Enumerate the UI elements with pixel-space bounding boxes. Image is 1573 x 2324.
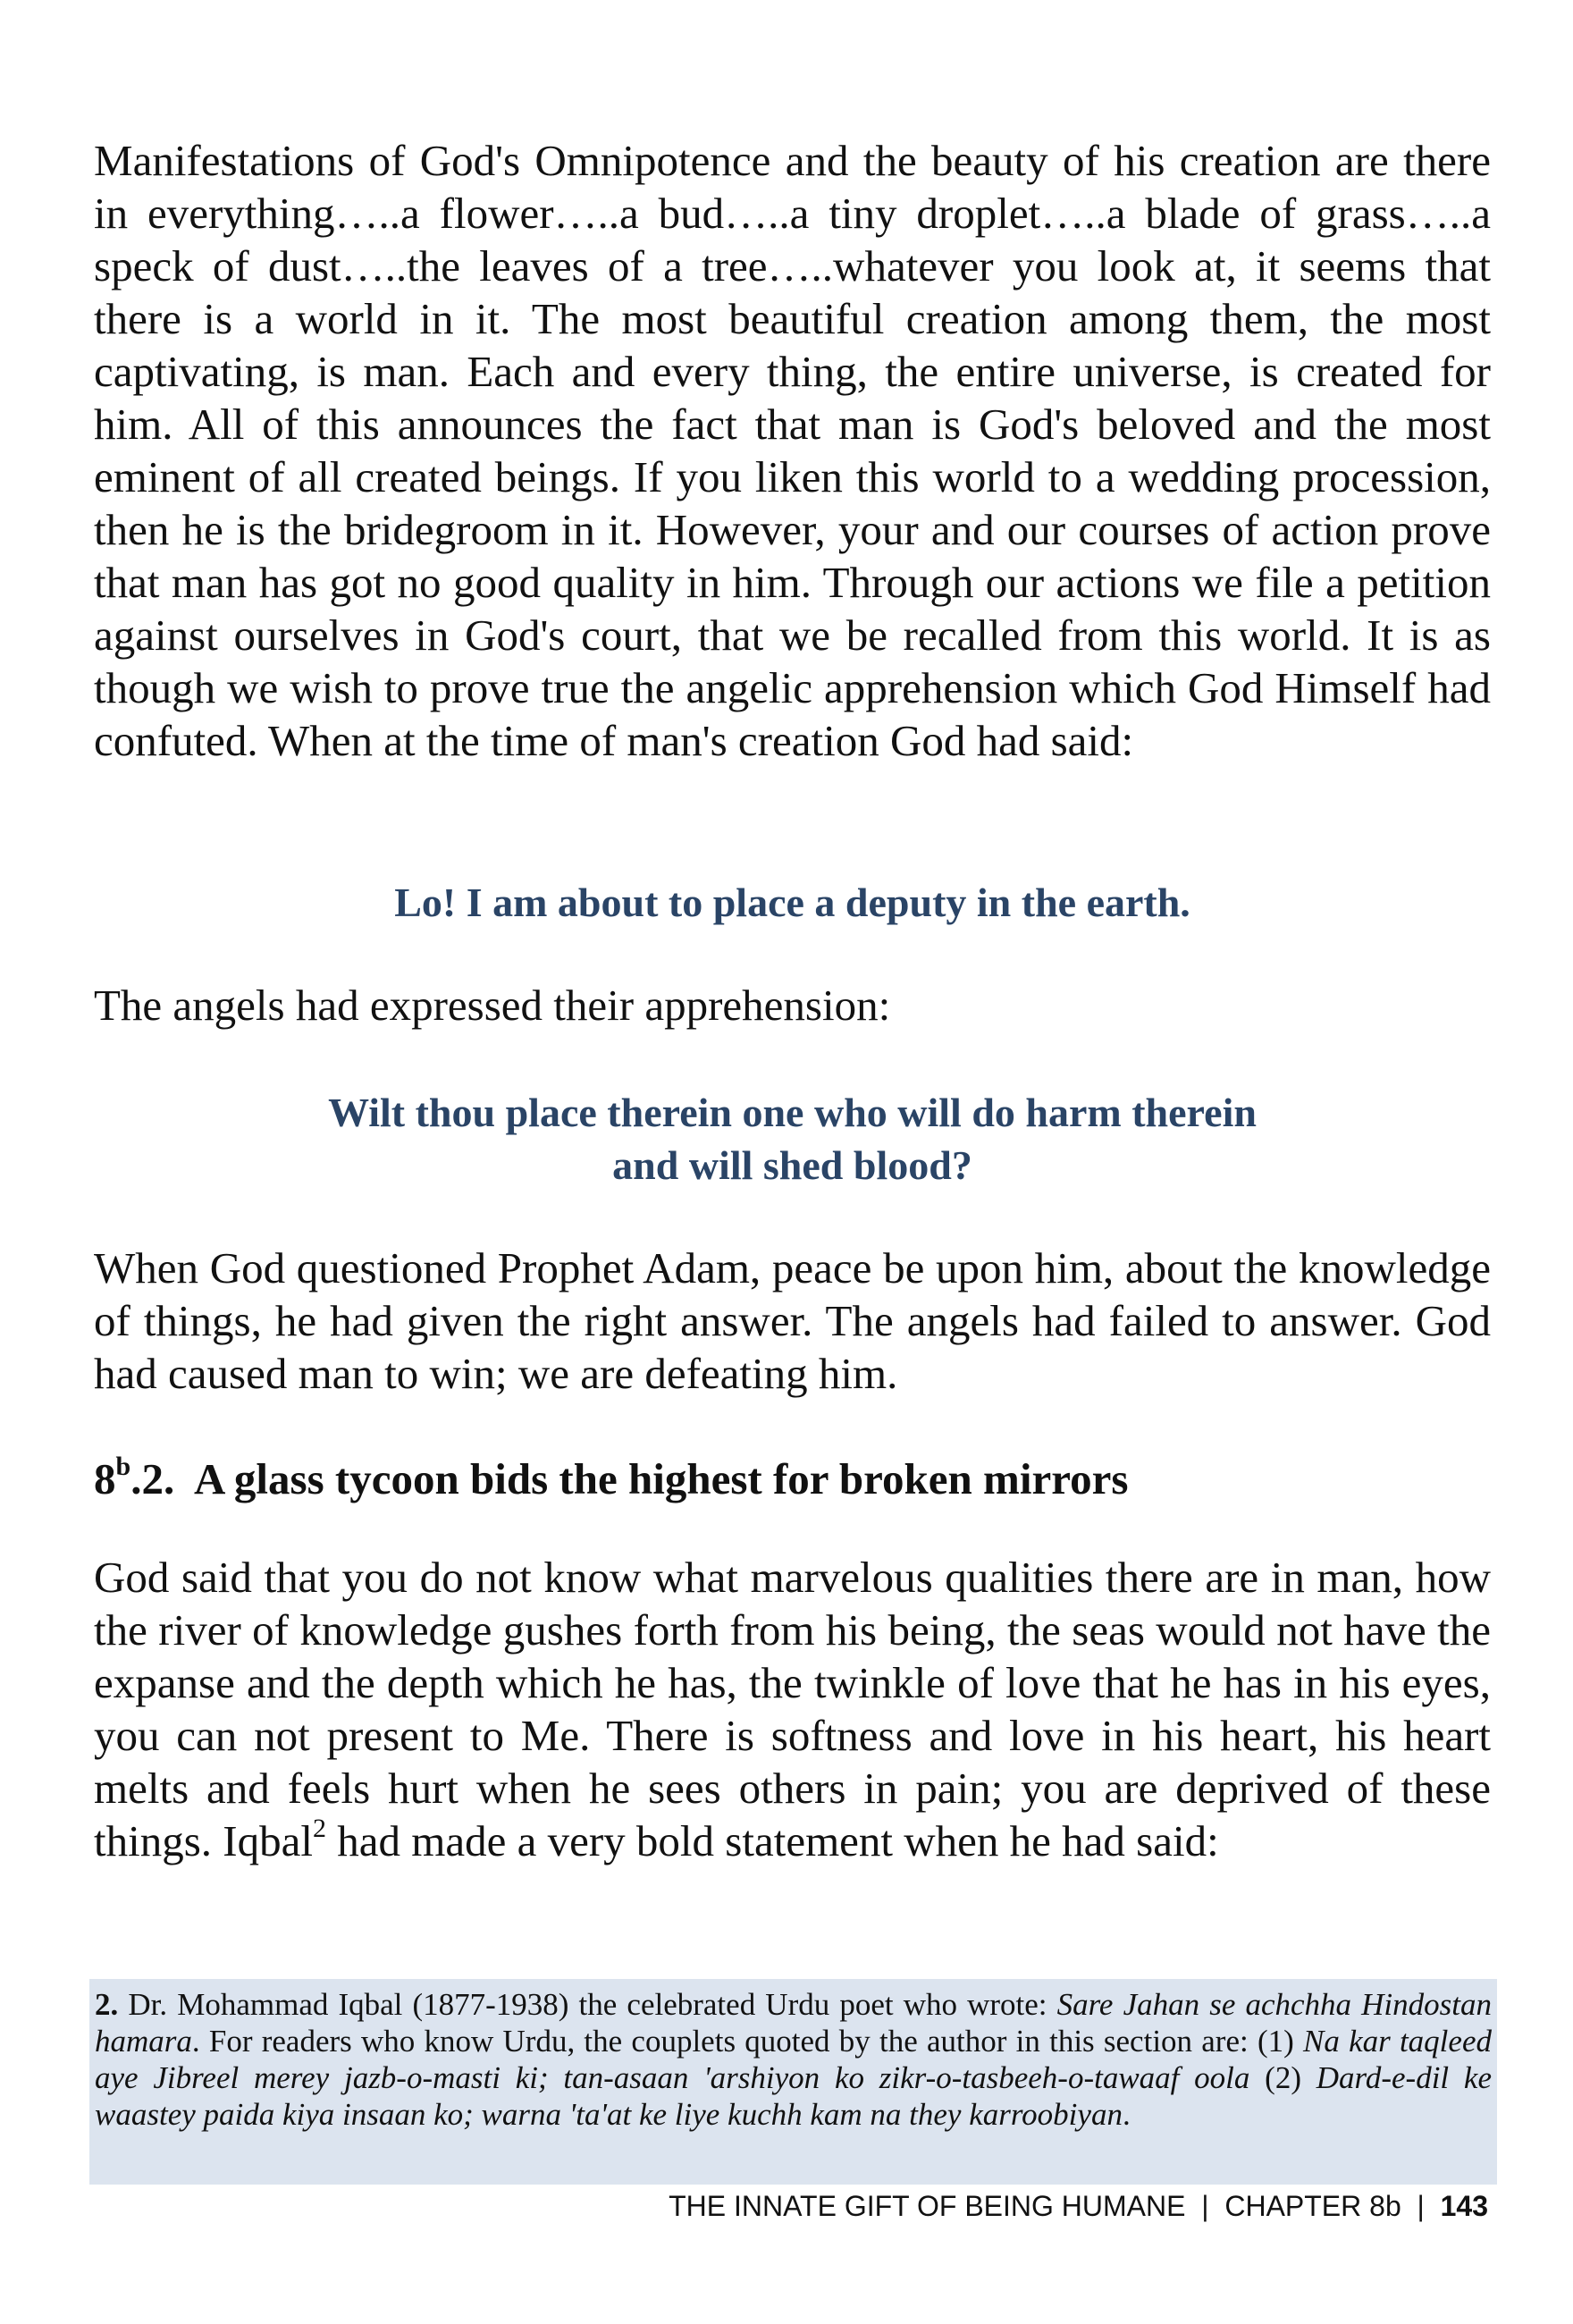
quote-line: and will shed blood?: [612, 1142, 972, 1188]
footnote-italic: Na kar taqleed aye Jibreel merey jazb-o-masti ki; tan-asaan 'arshiyon ko zikr-o-tasbeeh-o-tawaaf oola: [95, 2024, 1492, 2095]
footnote-number: 2.: [95, 1987, 119, 2022]
footnote: [89, 1979, 1497, 2185]
body-paragraph: The angels had expressed their apprehension:: [94, 981, 891, 1030]
footnote-text: (2): [1249, 2060, 1316, 2095]
footnote-reference[interactable]: 2: [312, 1813, 326, 1843]
footnote-text: . For readers who know Urdu, the couplets quoted by the author in this section are: (1): [191, 2024, 1303, 2059]
body-paragraph: Manifestations of God's Omnipotence and the beauty of his creation are there in everything…..a flower…..a bud…..a tiny droplet…..a blade of grass…..a speck of dust…..the leaves of a tree…..whatever you look at, it seems that there is a world in it. The most beautiful creation among them, the most captivating, is man. Each and every thing, the entire universe, is created for him. All of this announces the fact that man is God's beloved and the most eminent of all created beings. If you liken this world to a wedding procession, then he is the bridegroom in it. However, your and our courses of action prove that man has got no good quality in him. Through our actions we file a petition against ourselves in God's court, that we be recalled from this world. It is as though we wish to prove true the angelic apprehension which God Himself had confuted. When at the time of man's creation God had said:: [94, 136, 1491, 765]
book-title: THE INNATE GIFT OF BEING HUMANE: [669, 2190, 1186, 2222]
footer-separator: |: [1417, 2190, 1425, 2222]
body-paragraph: When God questioned Prophet Adam, peace be upon him, about the knowledge of things, he had given the right answer. The angels had failed to answer. God had caused man to win; we are defeating him.: [94, 1243, 1491, 1398]
paragraph-text: had made a very bold statement when he had said:: [325, 1816, 1219, 1865]
section-number: 8: [94, 1454, 116, 1503]
footnote-text: Dr. Mohammad Iqbal (1877-1938) the celebrated Urdu poet who wrote:: [118, 1987, 1057, 2022]
body-paragraph: [94, 1551, 1491, 1867]
page-number: 143: [1440, 2190, 1488, 2222]
footnote-text: .: [1122, 2097, 1131, 2132]
footnote-italic: Dard-e-dil ke waastey paida kiya insaan ko; warna 'ta'at ke liye kuchh kam na they karroobiyan: [95, 2060, 1492, 2132]
section-title: A glass tycoon bids the highest for broken mirrors: [193, 1454, 1129, 1503]
section-number-suffix: .2.: [130, 1454, 175, 1503]
chapter-label: CHAPTER 8b: [1224, 2190, 1401, 2222]
page-footer: [669, 2188, 1488, 2224]
quote-line: Wilt thou place therein one who will do harm therein: [328, 1090, 1257, 1135]
section-number-superscript: b: [115, 1451, 131, 1481]
footer-separator: |: [1201, 2190, 1209, 2222]
section-heading: [94, 1452, 1491, 1505]
paragraph-text: God said that you do not know what marvelous qualities there are in man, how the river of knowledge gushes forth from his being, the seas would not have the expanse and the depth which he has, the twinkle of love that he has in his eyes, you can not present to Me. There is softness and love in his heart, his heart melts and feels hurt when he sees others in pain; you are deprived of these things. Iqbal: [94, 1553, 1491, 1865]
footnote-italic: Sare Jahan se achchha Hindostan hamara: [95, 1987, 1492, 2059]
quranic-quote: [94, 1086, 1491, 1191]
quranic-quote: Lo! I am about to place a deputy in the earth.: [394, 880, 1190, 925]
